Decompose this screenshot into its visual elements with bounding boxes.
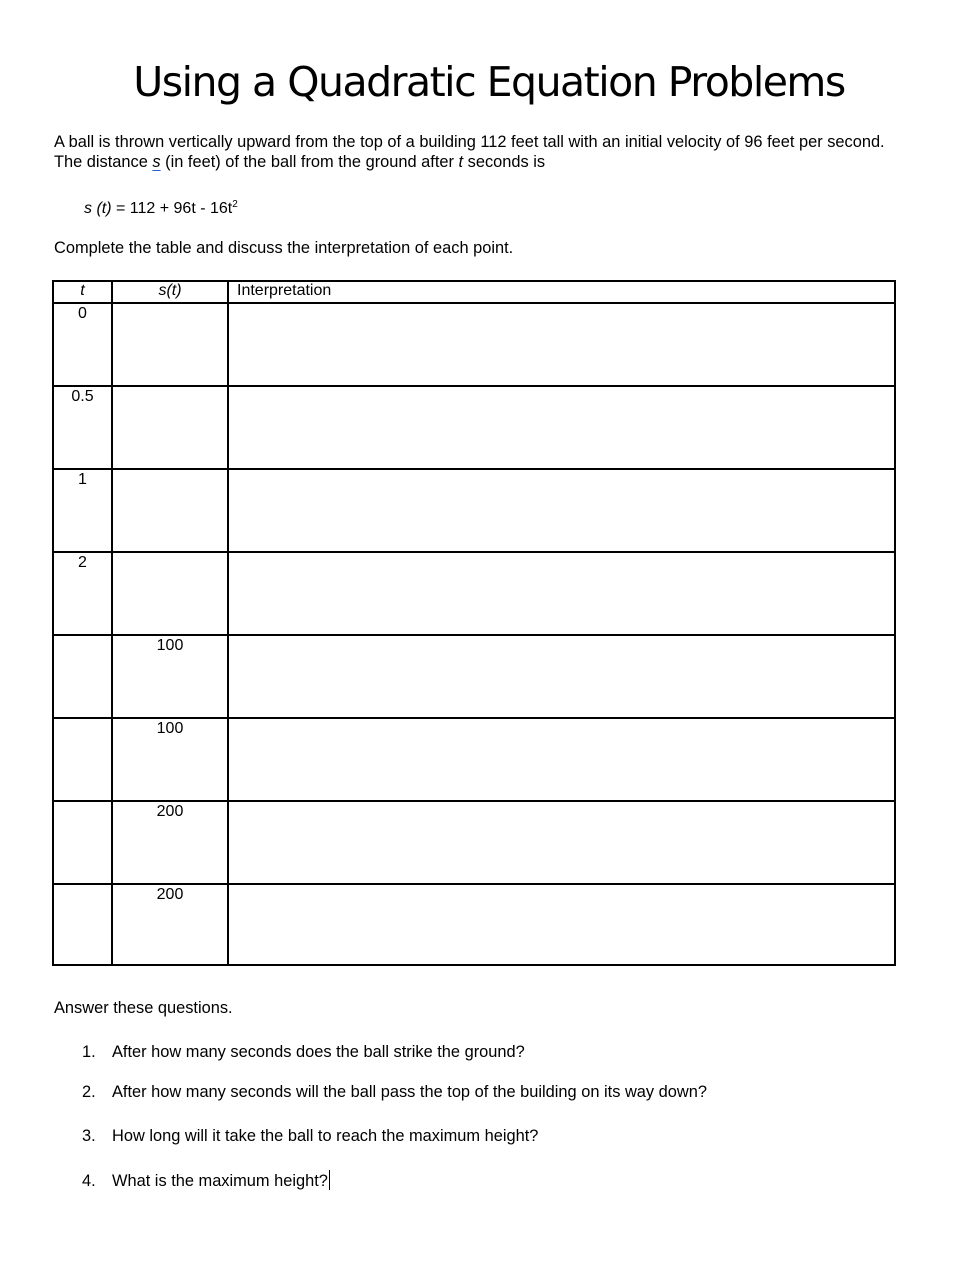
cell-t[interactable] xyxy=(53,635,112,718)
cell-interpretation[interactable] xyxy=(228,884,895,965)
question-item xyxy=(82,1126,538,1146)
header-s: s(t) xyxy=(112,281,228,303)
intro-text-2: (in feet) of the ball from the ground after xyxy=(160,153,459,171)
values-table xyxy=(52,280,896,966)
variable-t: t xyxy=(458,153,464,171)
question-text: After how many seconds will the ball pass the top of the building on its way down? xyxy=(112,1083,707,1101)
question-number: 1. xyxy=(82,1043,96,1061)
question-text: What is the maximum height? xyxy=(112,1172,328,1190)
question-item xyxy=(82,1082,707,1102)
question-number: 4. xyxy=(82,1172,96,1190)
cell-t[interactable] xyxy=(53,718,112,801)
cell-s[interactable]: 100 xyxy=(112,635,228,718)
header-interpretation: Interpretation xyxy=(228,281,895,303)
problem-statement xyxy=(54,132,914,172)
question-number: 3. xyxy=(82,1127,96,1145)
cell-t[interactable]: 0 xyxy=(53,303,112,386)
formula-rhs: = 112 + 96t - 16t xyxy=(111,200,233,217)
question-item xyxy=(82,1042,525,1062)
cell-interpretation[interactable] xyxy=(228,303,895,386)
cell-interpretation[interactable] xyxy=(228,469,895,552)
table-row xyxy=(53,635,895,718)
intro-text-3: seconds is xyxy=(463,153,546,171)
table-row xyxy=(53,801,895,884)
intro-text-1: A ball is thrown vertically upward from the top of a building 112 feet tall with an initial velocity of 96 feet per second. The distance xyxy=(54,133,885,171)
cell-t[interactable] xyxy=(53,801,112,884)
variable-s: s xyxy=(152,153,161,171)
instructions: Complete the table and discuss the interpretation of each point. xyxy=(54,239,514,257)
cell-t[interactable]: 2 xyxy=(53,552,112,635)
cell-s[interactable]: 200 xyxy=(112,884,228,965)
text-cursor xyxy=(329,1170,330,1190)
questions-heading: Answer these questions. xyxy=(54,999,233,1017)
cell-s[interactable] xyxy=(112,386,228,469)
page-title: Using a Quadratic Equation Problems xyxy=(133,58,845,106)
cell-interpretation[interactable] xyxy=(228,801,895,884)
table-row xyxy=(53,386,895,469)
cell-s[interactable] xyxy=(112,552,228,635)
cell-s[interactable] xyxy=(112,303,228,386)
cell-s[interactable]: 200 xyxy=(112,801,228,884)
cell-s[interactable]: 100 xyxy=(112,718,228,801)
table-header-row xyxy=(53,281,895,303)
table-row xyxy=(53,469,895,552)
question-item xyxy=(82,1170,330,1191)
table-row xyxy=(53,303,895,386)
formula-exponent: 2 xyxy=(232,199,238,210)
cell-interpretation[interactable] xyxy=(228,386,895,469)
cell-t[interactable] xyxy=(53,884,112,965)
cell-interpretation[interactable] xyxy=(228,552,895,635)
table-row xyxy=(53,718,895,801)
cell-interpretation[interactable] xyxy=(228,635,895,718)
cell-interpretation[interactable] xyxy=(228,718,895,801)
cell-s[interactable] xyxy=(112,469,228,552)
formula-lhs: s (t) xyxy=(84,200,112,217)
table-row xyxy=(53,884,895,965)
cell-t[interactable]: 0.5 xyxy=(53,386,112,469)
question-text: After how many seconds does the ball strike the ground? xyxy=(112,1043,525,1061)
formula xyxy=(84,195,238,219)
header-t: t xyxy=(53,281,112,303)
question-number: 2. xyxy=(82,1083,96,1101)
cell-t[interactable]: 1 xyxy=(53,469,112,552)
table-row xyxy=(53,552,895,635)
question-text: How long will it take the ball to reach the maximum height? xyxy=(112,1127,539,1145)
